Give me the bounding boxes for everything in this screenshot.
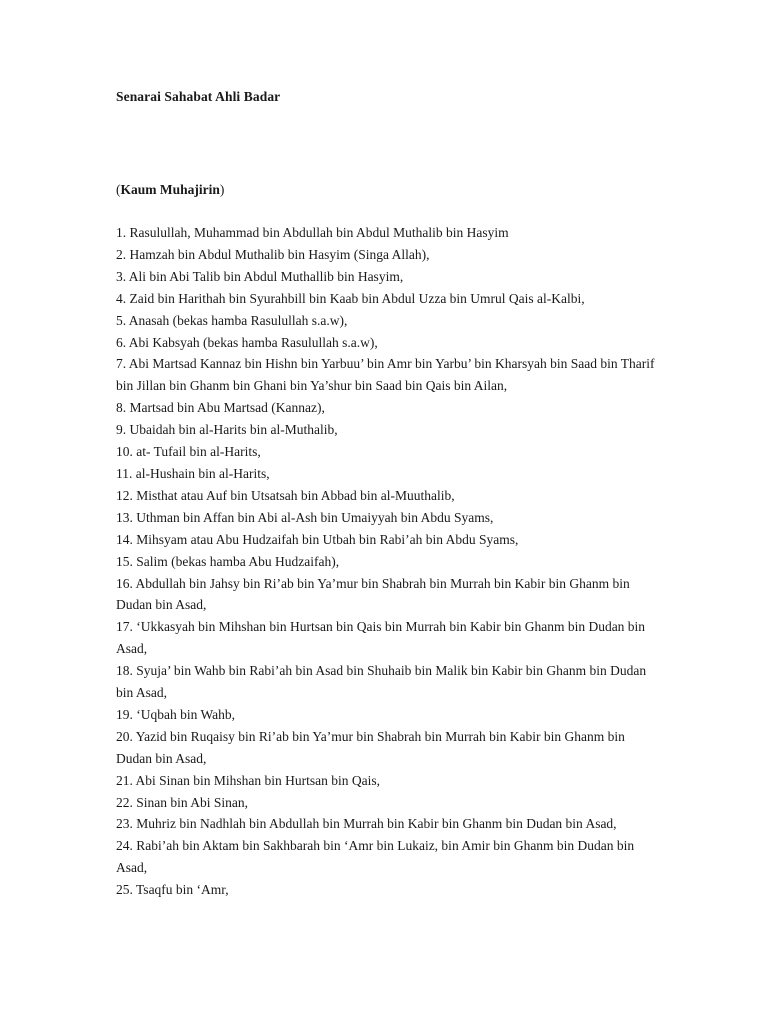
list-item: 7. Abi Martsad Kannaz bin Hishn bin Yarbuu’ bin Amr bin Yarbu’ bin Kharsyah bin Saad bin Tharif bin Jillan bin Ghanm bin Ghani bin Ya’shur bin Saad bin Qais bin Ailan, — [116, 356, 655, 394]
entry-list — [116, 222, 661, 901]
list-item: 21. Abi Sinan bin Mihshan bin Hurtsan bin Qais, — [116, 772, 380, 788]
list-item: 20. Yazid bin Ruqaisy bin Ri’ab bin Ya’mur bin Shabrah bin Murrah bin Kabir bin Ghanm bin Dudan bin Asad, — [116, 728, 625, 766]
list-item: 5. Anasah (bekas hamba Rasulullah s.a.w), — [116, 312, 348, 328]
list-item: 16. Abdullah bin Jahsy bin Ri’ab bin Ya’mur bin Shabrah bin Murrah bin Kabir bin Ghanm bin Dudan bin Asad, — [116, 575, 630, 613]
list-item: 3. Ali bin Abi Talib bin Abdul Muthallib bin Hasyim, — [116, 268, 404, 284]
section-close-paren: ) — [219, 182, 225, 197]
list-item: 18. Syuja’ bin Wahb bin Rabi’ah bin Asad bin Shuhaib bin Malik bin Kabir bin Ghanm bin Dudan bin Asad, — [116, 663, 647, 701]
list-item: 2. Hamzah bin Abdul Muthalib bin Hasyim (Singa Allah), — [116, 246, 430, 262]
list-item: 24. Rabi’ah bin Aktam bin Sakhbarah bin ‘Amr bin Lukaiz, bin Amir bin Ghanm bin Dudan bin Asad, — [116, 838, 635, 876]
list-item: 11. al-Hushain bin al-Harits, — [116, 465, 270, 481]
list-item: 25. Tsaqfu bin ‘Amr, — [116, 882, 229, 898]
list-item: 13. Uthman bin Affan bin Abi al-Ash bin Umaiyyah bin Abdu Syams, — [116, 509, 494, 525]
list-item: 9. Ubaidah bin al-Harits bin al-Muthalib, — [116, 422, 338, 438]
list-item: 22. Sinan bin Abi Sinan, — [116, 794, 249, 810]
section-open-paren: ( — [116, 182, 121, 197]
list-item: 17. ‘Ukkasyah bin Mihshan bin Hurtsan bin Qais bin Murrah bin Kabir bin Ghanm bin Dudan bin Asad, — [116, 619, 646, 657]
list-item: 23. Muhriz bin Nadhlah bin Abdullah bin Murrah bin Kabir bin Ghanm bin Dudan bin Asad, — [116, 816, 617, 832]
list-item: 15. Salim (bekas hamba Abu Hudzaifah), — [116, 553, 340, 569]
list-item: 8. Martsad bin Abu Martsad (Kannaz), — [116, 400, 325, 416]
section-heading — [116, 182, 224, 198]
list-item: 14. Mihsyam atau Abu Hudzaifah bin Utbah bin Rabi’ah bin Abdu Syams, — [116, 531, 519, 547]
list-item: 19. ‘Uqbah bin Wahb, — [116, 706, 236, 722]
list-item: 1. Rasulullah, Muhammad bin Abdullah bin Abdul Muthalib bin Hasyim — [116, 225, 509, 240]
list-item: 12. Misthat atau Auf bin Utsatsah bin Abbad bin al-Muuthalib, — [116, 487, 455, 503]
list-item: 10. at- Tufail bin al-Harits, — [116, 444, 261, 460]
section-heading-text: Kaum Muhajirin — [120, 182, 220, 197]
document-title: Senarai Sahabat Ahli Badar — [116, 89, 281, 104]
list-item: 6. Abi Kabsyah (bekas hamba Rasulullah s.a.w), — [116, 334, 378, 350]
list-item: 4. Zaid bin Harithah bin Syurahbill bin Kaab bin Abdul Uzza bin Umrul Qais al-Kalbi, — [116, 290, 585, 306]
